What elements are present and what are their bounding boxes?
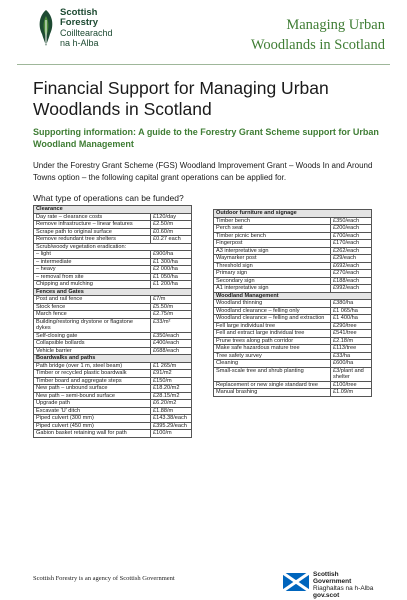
row-value: £270/each — [331, 270, 372, 278]
row-value: £380/ha — [331, 300, 372, 308]
row-label: Tree safety survey — [214, 352, 331, 360]
row-label: Gabion basket retaining wall for path — [34, 430, 151, 438]
table-row — [34, 392, 192, 400]
table-row — [34, 430, 192, 438]
table-row — [214, 381, 372, 389]
row-value: £700/each — [331, 232, 372, 240]
row-value: £350/each — [151, 332, 192, 340]
row-label: Manual brashing — [214, 389, 331, 397]
row-value: £688/each — [151, 347, 192, 355]
table-row — [34, 400, 192, 408]
row-label: – light — [34, 251, 151, 259]
row-label: Piped culvert (450 mm) — [34, 422, 151, 430]
scottish-forestry-tree-icon — [34, 8, 58, 48]
table-row — [214, 270, 372, 278]
row-label: – removal from site — [34, 273, 151, 281]
row-label: Primary sign — [214, 270, 331, 278]
table-row — [214, 367, 372, 381]
table-row — [34, 266, 192, 274]
logo-line-3: Coilltearachd — [60, 28, 113, 38]
table-row — [214, 247, 372, 255]
saltire-flag-icon — [283, 573, 309, 591]
row-value: £6.20/m2 — [151, 400, 192, 408]
section-title: Outdoor furniture and signage — [214, 210, 372, 218]
row-value: £541/tree — [331, 330, 372, 338]
gov-line-1: Scottish Government — [313, 571, 352, 585]
table-row — [34, 281, 192, 289]
row-label: Fell and extract large individual tree — [214, 330, 331, 338]
row-value: £18.20/m2 — [151, 385, 192, 393]
row-label: Vehicle barrier — [34, 347, 151, 355]
row-value: £5.50/m — [151, 303, 192, 311]
row-value: £100/m — [151, 430, 192, 438]
row-label: Remove infrastructure – linear features — [34, 221, 151, 229]
row-value: £0.60/m — [151, 228, 192, 236]
row-value: £33/ha — [331, 352, 372, 360]
table-row — [34, 385, 192, 393]
row-label: Woodland thinning — [214, 300, 331, 308]
section-title: Clearance — [34, 206, 192, 214]
row-label: Waymarker post — [214, 255, 331, 263]
logo-line-2: Forestry — [60, 17, 99, 28]
row-value: £143.38/each — [151, 415, 192, 423]
table-section-header — [34, 206, 192, 214]
intro-paragraph: Under the Forestry Grant Scheme (FGS) Woodland Improvement Grant – Woods In and Around Towns option – the following capital grant operations can be applied for. — [33, 161, 373, 182]
row-label: Collapsible bollards — [34, 340, 151, 348]
row-value: £200/each — [331, 225, 372, 233]
table-row — [34, 377, 192, 385]
table-row — [34, 236, 192, 244]
row-value: £100/tree — [331, 381, 372, 389]
row-value: £395.29/each — [151, 422, 192, 430]
row-label: Woodland clearance – felling and extraction — [214, 315, 331, 323]
row-label: Fell large individual tree — [214, 322, 331, 330]
table-row — [214, 322, 372, 330]
row-value: £290/tree — [331, 322, 372, 330]
row-value: £29/each — [331, 255, 372, 263]
row-label: Path bridge (over 1 m, steel beam) — [34, 362, 151, 370]
row-value: £0.27 each — [151, 236, 192, 244]
logo-line-1: Scottish — [60, 7, 98, 18]
row-value: £120/day — [151, 213, 192, 221]
row-value: £7/m — [151, 296, 192, 304]
table-row — [214, 217, 372, 225]
row-label: Timber bench — [214, 217, 331, 225]
row-value: £692/each — [331, 262, 372, 270]
table-section-header — [34, 288, 192, 296]
table-row — [34, 311, 192, 319]
row-label: Prune trees along path corridor — [214, 337, 331, 345]
table-row — [214, 277, 372, 285]
table-row — [34, 296, 192, 304]
row-label: Piped culvert (300 mm) — [34, 415, 151, 423]
row-value: £91/m2 — [151, 370, 192, 378]
table-section-header — [34, 355, 192, 363]
table-row — [214, 225, 372, 233]
table-row — [34, 221, 192, 229]
row-value: £1 065/ha — [331, 307, 372, 315]
row-value: £992/each — [331, 285, 372, 293]
row-value: £1 265/m — [151, 362, 192, 370]
row-label: March fence — [34, 311, 151, 319]
row-label: Building/restoring drystone or flagstone dykes — [34, 318, 151, 332]
page-title: Financial Support for Managing Urban Woodlands in Scotland — [33, 78, 329, 119]
row-label: Day rate – clearance costs — [34, 213, 151, 221]
row-label: – intermediate — [34, 258, 151, 266]
table-section-header — [214, 292, 372, 300]
scottish-government-logo — [283, 571, 378, 597]
section-question: What type of operations can be funded? — [33, 193, 184, 203]
logo-line-4: na h-Alba — [60, 38, 99, 48]
table-row — [34, 318, 192, 332]
row-value: £350/each — [331, 217, 372, 225]
table-row — [214, 389, 372, 397]
table-row — [214, 345, 372, 353]
row-value: £600/ha — [331, 360, 372, 368]
row-value: £900/ha — [151, 251, 192, 259]
row-label: Timber or recycled plastic boardwalk — [34, 370, 151, 378]
table-row — [214, 285, 372, 293]
row-value: £33/m² — [151, 318, 192, 332]
row-label: A1 interpretative sign — [214, 285, 331, 293]
row-label: Post and rail fence — [34, 296, 151, 304]
table-subheading-row — [34, 243, 192, 251]
header-title-line-1: Managing Urban — [286, 17, 385, 33]
gov-wordmark — [313, 571, 378, 599]
scottish-forestry-logo — [34, 8, 154, 54]
row-value: £1 400/ha — [331, 315, 372, 323]
row-label: Timber picnic bench — [214, 232, 331, 240]
table-row — [214, 315, 372, 323]
row-value: £188/each — [331, 277, 372, 285]
footer-agency-text: Scottish Forestry is an agency of Scottish Government — [33, 575, 175, 582]
row-label: Perch seat — [214, 225, 331, 233]
row-value: £3/plant and shelter — [331, 367, 372, 381]
gov-line-3: gov.scot — [313, 592, 340, 599]
row-value: £1 050/ha — [151, 273, 192, 281]
row-label: Scrub/woody vegetation eradication: — [34, 243, 192, 251]
row-value: £2 000/ha — [151, 266, 192, 274]
gov-line-2: Riaghaltas na h-Alba — [313, 585, 374, 592]
row-label: Chipping and mulching — [34, 281, 151, 289]
row-value: £2.50/m — [151, 221, 192, 229]
table-row — [34, 347, 192, 355]
table-row — [214, 232, 372, 240]
subheading: Supporting information: A guide to the Forestry Grant Scheme support for Urban Woodland Management — [33, 127, 379, 149]
table-row — [34, 415, 192, 423]
table-row — [34, 251, 192, 259]
section-title: Boardwalks and paths — [34, 355, 192, 363]
row-value: £170/each — [331, 240, 372, 248]
row-value: £1.88/m — [151, 407, 192, 415]
table-row — [214, 262, 372, 270]
table-row — [214, 300, 372, 308]
row-label: New path – unbound surface — [34, 385, 151, 393]
row-value: £400/each — [151, 340, 192, 348]
header-title-line-2: Woodlands in Scotland — [250, 37, 385, 53]
row-label: Self-closing gate — [34, 332, 151, 340]
table-row — [214, 352, 372, 360]
row-value: £28.15/m2 — [151, 392, 192, 400]
table-row — [214, 337, 372, 345]
table-row — [34, 303, 192, 311]
row-label: – heavy — [34, 266, 151, 274]
table-section-header — [214, 210, 372, 218]
row-label: Remove redundant tree shelters — [34, 236, 151, 244]
row-label: Stock fence — [34, 303, 151, 311]
row-label: Upgrade path — [34, 400, 151, 408]
operations-table-left — [33, 205, 192, 438]
row-value: £262/each — [331, 247, 372, 255]
table-row — [214, 240, 372, 248]
table-row — [34, 273, 192, 281]
row-label: Small-scale tree and shrub planting — [214, 367, 331, 381]
row-label: Woodland clearance – felling only — [214, 307, 331, 315]
row-value: £1 300/ha — [151, 258, 192, 266]
row-label: Timber board and aggregate steps — [34, 377, 151, 385]
table-row — [34, 258, 192, 266]
row-label: Replacement or new single standard tree — [214, 381, 331, 389]
table-row — [34, 340, 192, 348]
row-label: Excavate 'U' ditch — [34, 407, 151, 415]
table-row — [214, 307, 372, 315]
header-divider — [17, 64, 390, 65]
row-label: Secondary sign — [214, 277, 331, 285]
row-value: £2.18/m — [331, 337, 372, 345]
row-label: Scrape path to original surface — [34, 228, 151, 236]
table-row — [214, 330, 372, 338]
table-row — [214, 255, 372, 263]
row-label: New path – semi-bound surface — [34, 392, 151, 400]
header-title — [251, 15, 385, 55]
operations-table-right — [213, 209, 372, 397]
table-row — [34, 407, 192, 415]
row-value: £1 200/ha — [151, 281, 192, 289]
table-row — [214, 360, 372, 368]
table-row — [34, 213, 192, 221]
row-value: £1.09/m — [331, 389, 372, 397]
section-title: Woodland Management — [214, 292, 372, 300]
row-value: £113/tree — [331, 345, 372, 353]
row-label: Make safe hazardous mature tree — [214, 345, 331, 353]
table-row — [34, 362, 192, 370]
row-value: £150/m — [151, 377, 192, 385]
row-label: Cleaning — [214, 360, 331, 368]
row-label: A3 interpretative sign — [214, 247, 331, 255]
row-value: £2.75/m — [151, 311, 192, 319]
row-label: Threshold sign — [214, 262, 331, 270]
table-row — [34, 332, 192, 340]
table-row — [34, 370, 192, 378]
section-title: Fences and Gates — [34, 288, 192, 296]
logo-wordmark — [60, 8, 113, 48]
table-row — [34, 228, 192, 236]
table-row — [34, 422, 192, 430]
row-label: Fingerpost — [214, 240, 331, 248]
